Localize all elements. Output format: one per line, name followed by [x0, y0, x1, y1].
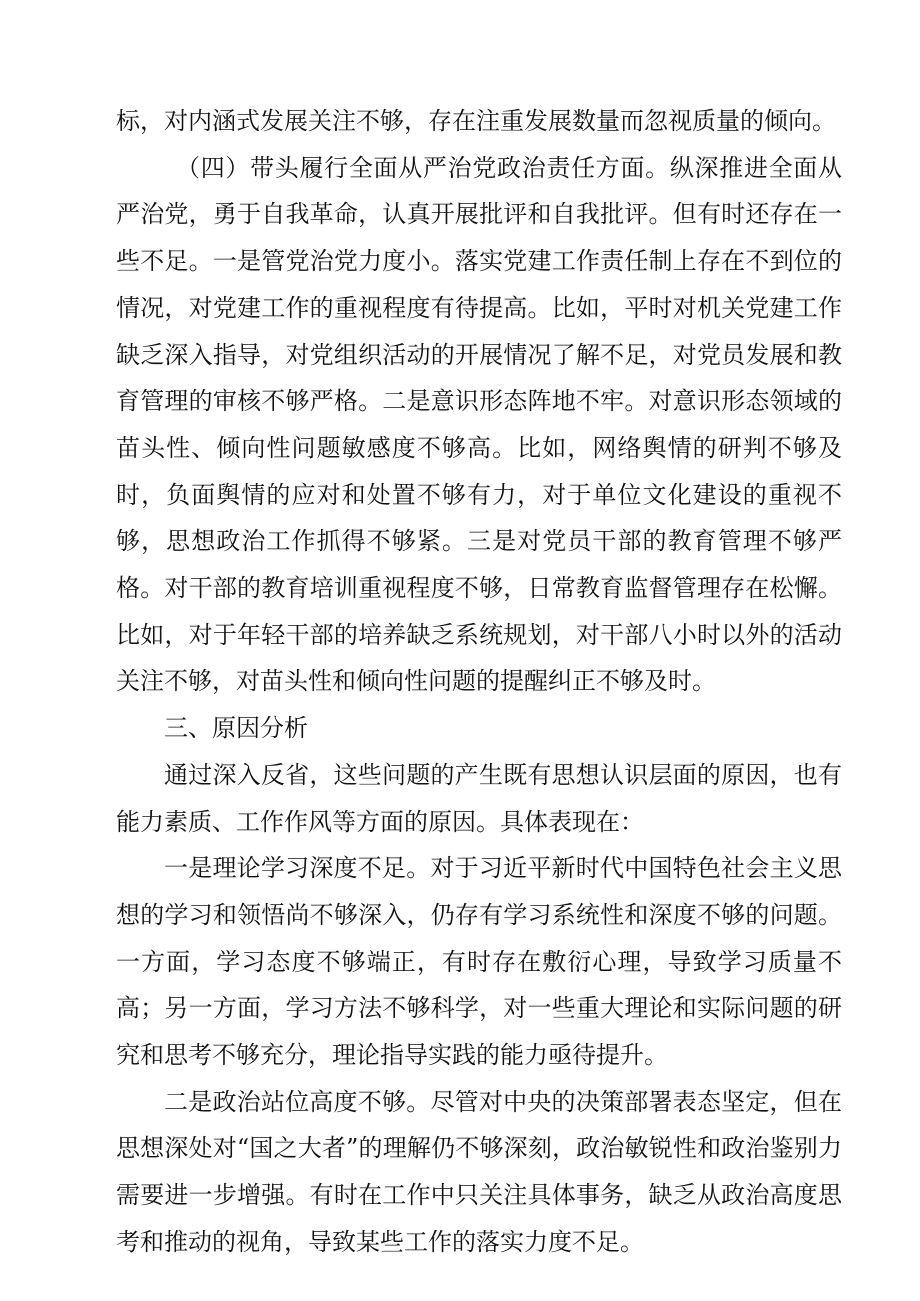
paragraph-reason-one: 一是理论学习深度不足。对于习近平新时代中国特色社会主义思想的学习和领悟尚不够深入，仍存有学习系统性和深度不够的问题。一方面，学习态度不够端正，有时存在敷衍心理，导致学习质量不高；另一方面，学习方法不够科学，对一些重大理论和实际问题的研究和思考不够充分，理论指导实践的能力亟待提升。 — [116, 854, 842, 1070]
document-body — [116, 98, 842, 1266]
paragraph-reason-two: 二是政治站位高度不够。尽管对中央的决策部署表态坚定，但在思想深处对“国之大者”的理解仍不够深刻，政治敏锐性和政治鉴别力需要进一步增强。有时在工作中只关注具体事务，缺乏从政治高度思考和推动的视角，导致某些工作的落实力度不足。 — [116, 1087, 842, 1256]
paragraph-continuation: 标，对内涵式发展关注不够，存在注重发展数量而忽视质量的倾向。 — [116, 107, 836, 135]
paragraph-intro: 通过深入反省，这些问题的产生既有思想认识层面的原因，也有能力素质、工作作风等方面的原因。具体表现在： — [116, 760, 842, 836]
paragraph-section-four: （四）带头履行全面从严治党政治责任方面。纵深推进全面从严治党，勇于自我革命，认真开展批评和自我批评。但有时还存在一些不足。一是管党治党力度小。落实党建工作责任制上存在不到位的情况，对党建工作的重视程度有待提高。比如，平时对机关党建工作缺乏深入指导，对党组织活动的开展情况了解不足，对党员发展和教育管理的审核不够严格。二是意识形态阵地不牢。对意识形态领域的苗头性、倾向性问题敏感度不够高。比如，网络舆情的研判不够及时，负面舆情的应对和处置不够有力，对于单位文化建设的重视不够，思想政治工作抓得不够紧。三是对党员干部的教育管理不够严格。对干部的教育培训重视程度不够，日常教育监督管理存在松懈。比如，对于年轻干部的培养缺乏系统规划，对干部八小时以外的活动关注不够，对苗头性和倾向性问题的提醒纠正不够及时。 — [116, 153, 842, 696]
section-heading-cause-analysis: 三、原因分析 — [164, 714, 308, 743]
